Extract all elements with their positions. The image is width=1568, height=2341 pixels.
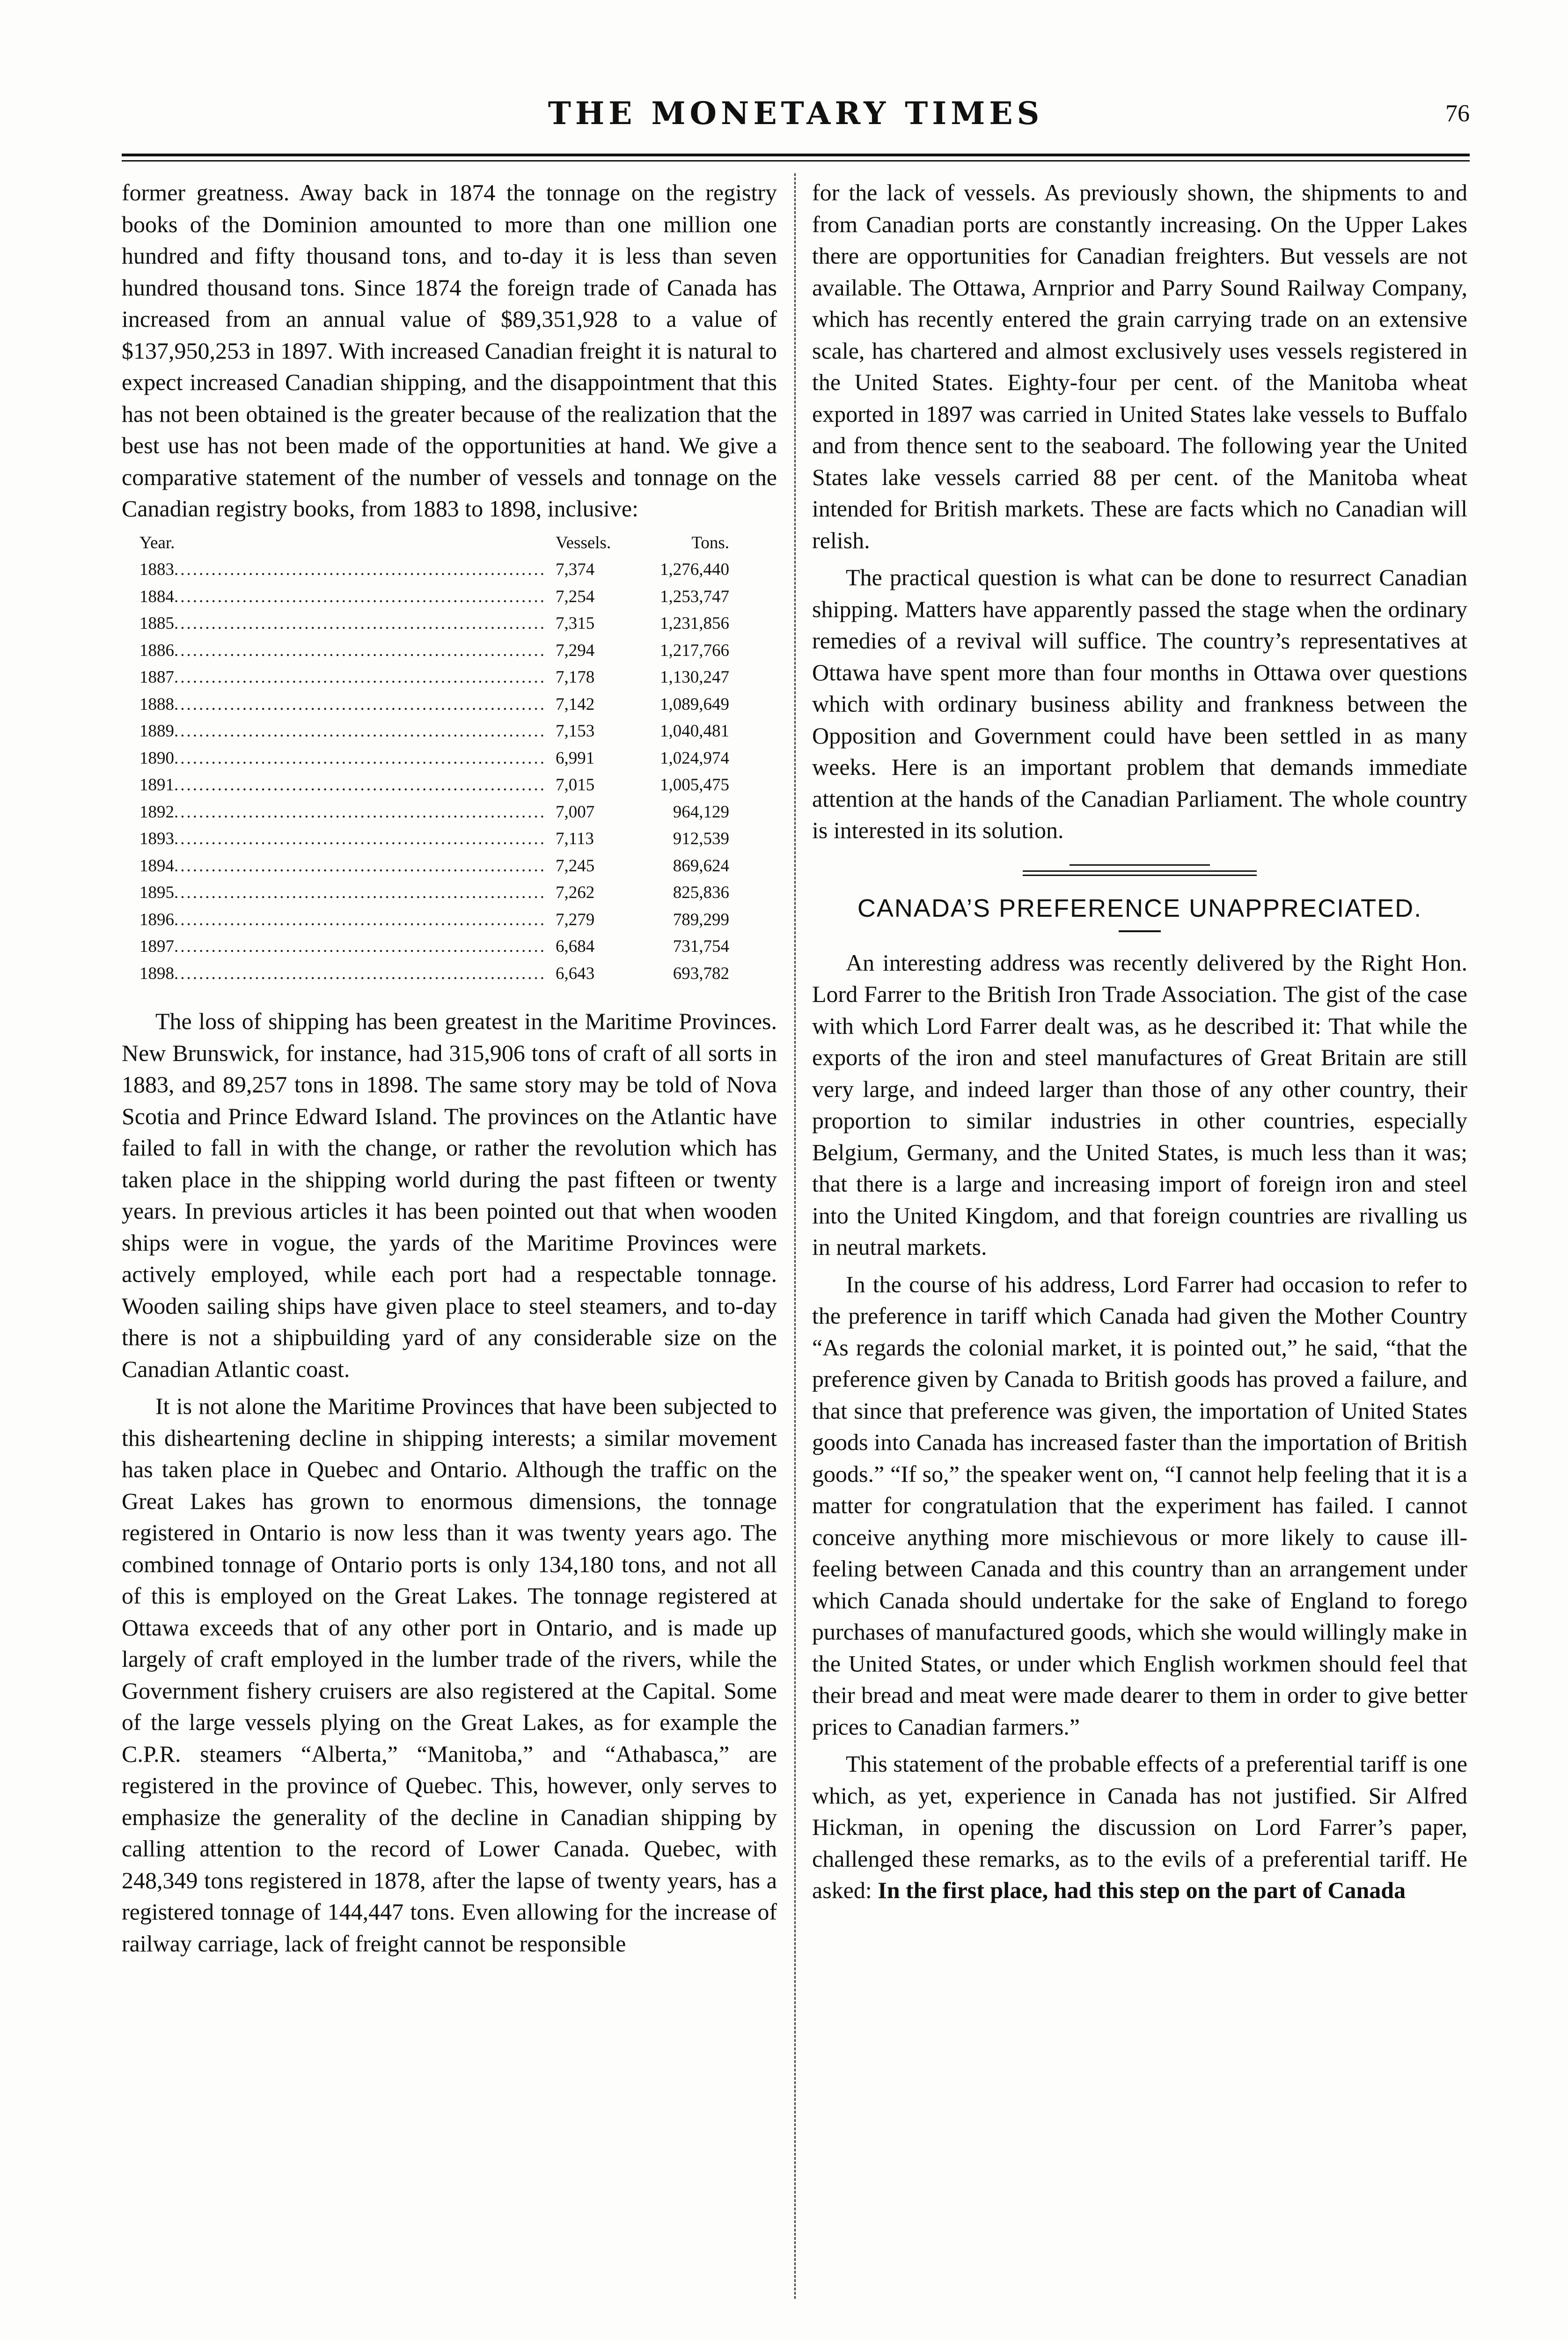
table-row <box>139 853 729 880</box>
table-row <box>139 583 729 611</box>
leader-dots: ............................................................ <box>174 614 546 633</box>
cell-vessels: 7,294 <box>556 640 595 660</box>
column-divider <box>794 173 796 2299</box>
leader-dots: ............................................................ <box>174 694 546 714</box>
cell-vessels: 7,262 <box>556 883 595 902</box>
page-header <box>122 91 1470 147</box>
table-row <box>139 960 729 987</box>
cell-tons: 789,299 <box>673 910 729 929</box>
cell-year <box>139 664 546 691</box>
cell-year <box>139 772 546 799</box>
title-rule <box>1119 930 1161 932</box>
table-row <box>139 610 729 637</box>
cell-year <box>139 610 546 637</box>
cell-vessels: 7,279 <box>556 910 595 929</box>
leader-dots: ............................................................ <box>174 668 546 687</box>
cell-year <box>139 906 546 934</box>
table-row <box>139 745 729 772</box>
paragraph-continuation: In the first place, had this step on the part of Canada <box>878 1877 1406 1903</box>
year-label: 1889 <box>139 721 174 741</box>
cell-tons: 1,024,974 <box>660 748 729 768</box>
cell-year <box>139 960 546 987</box>
leader-dots: ............................................................ <box>174 829 546 848</box>
cell-year <box>139 637 546 664</box>
masthead: THE MONETARY TIMES <box>548 95 1044 132</box>
year-label: 1897 <box>139 937 174 956</box>
table-row <box>139 637 729 664</box>
cell-vessels: 7,245 <box>556 856 595 876</box>
cell-vessels: 7,113 <box>556 829 594 848</box>
cell-year <box>139 879 546 906</box>
leader-dots: ............................................................ <box>174 587 546 606</box>
leader-dots: ............................................................ <box>174 721 546 741</box>
header-rule-thin <box>122 160 1470 162</box>
cell-year <box>139 933 546 960</box>
year-label: 1888 <box>139 694 174 714</box>
cell-tons: 964,129 <box>673 802 729 822</box>
year-label: 1884 <box>139 587 174 606</box>
leader-dots: ............................................................ <box>174 560 546 579</box>
paragraph: An interesting address was recently delivered by the Right Hon. Lord Farrer to the British Iron Trade Association. The gist of the case with which Lord Farrer dealt was, as he described it: That while the exports of the iron and steel manufactures of Great Britain are still very large, and indeed larger than those of any other country, their proportion to similar industries in other countries, especially Belgium, Germany, and the United States, is much less than it was; that there is a large and increasing import of foreign iron and steel into the United Kingdom, and that foreign countries are rivalling us in neutral markets. <box>812 949 1467 1260</box>
year-label: 1892 <box>139 802 174 822</box>
year-label: 1890 <box>139 748 174 768</box>
cell-year <box>139 718 546 745</box>
cell-vessels: 7,374 <box>556 560 595 579</box>
cell-tons: 1,005,475 <box>660 775 729 795</box>
cell-tons: 1,231,856 <box>660 614 729 633</box>
paragraph: In the course of his address, Lord Farrer had occasion to refer to the preference in tariff which Canada had given the Mother Country “As regards the colonial market, it is pointed out,” he said, “that the preference given by Canada to British goods has proved a failure, and that since that preference was given, the importation of United States goods into Canada has increased faster than the importation of British goods.” “If so,” the speaker went on, “I cannot help feeling that it is a matter for congratulation that the experiment has failed. I cannot conceive anything more mischievous or more likely to cause ill-feeling between Canada and this country than an arrangement under which Canada should undertake for the sake of England to forego purchases of manufactured goods, which she would willingly make in the United States, or under which English workmen should feel that their bread and meat were made dearer to them in order to give better prices to Canadian farmers.” <box>812 1271 1467 1740</box>
paragraph <box>812 1748 1467 1907</box>
leader-dots: ............................................................ <box>174 748 546 768</box>
column-header-year: Year. <box>139 533 175 552</box>
cell-tons: 869,624 <box>673 856 729 876</box>
cell-year <box>139 799 546 826</box>
table-row <box>139 664 729 691</box>
cell-vessels: 7,153 <box>556 721 595 741</box>
cell-vessels: 6,643 <box>556 964 595 983</box>
leader-dots: ............................................................ <box>174 937 546 956</box>
paragraph-text: This statement of the probable effects of a preferential tariff is one which, as yet, experience in Canada has not justified. Sir Alfred Hickman, in opening the discussion on Lord Farrer’s paper, challenged these remarks, as to the evils of a preferential tariff. He asked: <box>812 1751 1467 1903</box>
table-row <box>139 718 729 745</box>
leader-dots: ............................................................ <box>174 775 546 795</box>
cell-year <box>139 853 546 880</box>
year-label: 1893 <box>139 829 174 848</box>
section-title: CANADA’S PREFERENCE UNAPPRECIATED. <box>857 894 1422 922</box>
cell-tons: 1,130,247 <box>660 668 729 687</box>
header-rule-thick <box>122 154 1470 156</box>
year-label: 1891 <box>139 775 174 795</box>
cell-tons: 1,217,766 <box>660 640 729 660</box>
table-row <box>139 799 729 826</box>
year-label: 1896 <box>139 910 174 929</box>
section-ornament <box>1023 864 1257 876</box>
cell-tons: 1,089,649 <box>660 694 729 714</box>
leader-dots: ............................................................ <box>174 640 546 660</box>
right-column <box>812 177 1467 1907</box>
year-label: 1886 <box>139 640 174 660</box>
leader-dots: ............................................................ <box>174 910 546 929</box>
left-column <box>122 177 777 1959</box>
table-header-row <box>139 530 729 557</box>
cell-tons: 731,754 <box>673 937 729 956</box>
leader-dots: ............................................................ <box>174 883 546 902</box>
cell-vessels: 7,015 <box>556 775 595 795</box>
table-row <box>139 825 729 853</box>
table-row <box>139 933 729 960</box>
cell-vessels: 7,254 <box>556 587 595 606</box>
year-label: 1883 <box>139 560 174 579</box>
cell-vessels: 7,007 <box>556 802 595 822</box>
cell-tons: 1,253,747 <box>660 587 729 606</box>
paragraph: The practical question is what can be done to resurrect Canadian shipping. Matters have apparently passed the stage when the ordinary remedies of a revival will suffice. The country’s representatives at Ottawa have spent more than four months in Ottawa over questions which with ordinary business ability and frankness between the Opposition and Government could have been settled in as many weeks. Here is an important problem that demands immediate attention at the hands of the Canadian Parliament. The whole country is interested in its solution. <box>812 564 1467 843</box>
table-row <box>139 691 729 718</box>
column-header-tons: Tons. <box>691 533 729 552</box>
year-label: 1895 <box>139 883 174 902</box>
paragraph: It is not alone the Maritime Provinces that have been subjected to this disheartening decline in shipping interests; a similar movement has taken place in Quebec and Ontario. Although the traffic on the Great Lakes has grown to enormous dimensions, the tonnage registered in Ontario is now less than it was twenty years ago. The combined tonnage of Ontario ports is only 134,180 tons, and not all of this is employed on the Great Lakes. The tonnage registered at Ottawa exceeds that of any other port in Ontario, and is made up largely of craft employed in the lumber trade of the rivers, while the Government fishery cruisers are also registered at the Capital. Some of the large vessels plying on the Great Lakes, as for example the C.P.R. steamers “Alberta,” “Manitoba,” and “Athabasca,” are registered in the province of Quebec. This, however, only serves to emphasize the generality of the decline in Canadian shipping by calling attention to the record of Lower Canada. Quebec, with 248,349 tons registered in 1878, after the lapse of twenty years, has a registered tonnage of 144,447 tons. Even allowing for the increase of railway carriage, lack of freight cannot be responsible <box>122 1393 777 1957</box>
table-row <box>139 879 729 906</box>
paragraph: The loss of shipping has been greatest in the Maritime Provinces. New Brunswick, for instance, had 315,906 tons of craft of all sorts in 1883, and 89,257 tons in 1898. The same story may be told of Nova Scotia and Prince Edward Island. The provinces on the Atlantic have failed to fall in with the change, or rather the revolution which has taken place in the shipping world during the past fifteen or twenty years. In previous articles it has been pointed out that when wooden ships were in vogue, the yards of the Maritime Provinces were actively employed, while each port had a respectable tonnage. Wooden sailing ships have given place to steel steamers, and to-day there is not a shipbuilding yard of any considerable size on the Canadian Atlantic coast. <box>122 1008 777 1382</box>
cell-year <box>139 583 546 611</box>
leader-dots: ............................................................ <box>174 802 546 822</box>
table-row <box>139 556 729 583</box>
cell-vessels: 7,142 <box>556 694 595 714</box>
column-header-vessels: Vessels. <box>556 533 611 552</box>
cell-year <box>139 556 546 583</box>
cell-tons: 825,836 <box>673 883 729 902</box>
paragraph: for the lack of vessels. As previously shown, the shipments to and from Canadian ports are constantly increasing. On the Upper Lakes there are opportunities for Canadian freighters. But vessels are not available. The Ottawa, Arnprior and Parry Sound Railway Company, which has recently entered the grain carrying trade on an extensive scale, has chartered and almost exclusively uses vessels registered in the United States. Eighty-four per cent. of the Manitoba wheat exported in 1897 was carried in United States lake vessels to Buffalo and from thence sent to the seaboard. The following year the United States lake vessels carried 88 per cent. of the Manitoba wheat intended for British markets. These are facts which no Canadian will relish. <box>812 179 1467 553</box>
page-number: 76 <box>1445 100 1470 127</box>
cell-year <box>139 825 546 853</box>
table-row <box>139 906 729 934</box>
cell-tons: 1,276,440 <box>660 560 729 579</box>
cell-tons: 1,040,481 <box>660 721 729 741</box>
leader-dots: ............................................................ <box>174 964 546 983</box>
cell-vessels: 7,178 <box>556 668 595 687</box>
cell-year <box>139 745 546 772</box>
table-row <box>139 772 729 799</box>
year-label: 1894 <box>139 856 174 876</box>
cell-tons: 693,782 <box>673 964 729 983</box>
year-label: 1887 <box>139 668 174 687</box>
cell-vessels: 7,315 <box>556 614 595 633</box>
year-label: 1898 <box>139 964 174 983</box>
paragraph: former greatness. Away back in 1874 the tonnage on the registry books of the Dominion amounted to more than one million one hundred and fifty thousand tons, and to-day it is less than seven hundred thousand tons. Since 1874 the foreign trade of Canada has increased from an annual value of $89,351,928 to a value of $137,950,253 in 1897. With increased Canadian freight it is natural to expect increased Canadian shipping, and the disappointment that this has not been obtained is the greater because of the realization that the best use has not been made of the opportunities at hand. We give a comparative statement of the number of vessels and tonnage on the Canadian registry books, from 1883 to 1898, inclusive: <box>122 179 777 522</box>
cell-vessels: 6,991 <box>556 748 595 768</box>
table-body <box>139 556 729 987</box>
leader-dots: ............................................................ <box>174 856 546 876</box>
year-label: 1885 <box>139 614 174 633</box>
cell-year <box>139 691 546 718</box>
cell-vessels: 6,684 <box>556 937 595 956</box>
cell-tons: 912,539 <box>673 829 729 848</box>
registry-table <box>139 530 729 987</box>
